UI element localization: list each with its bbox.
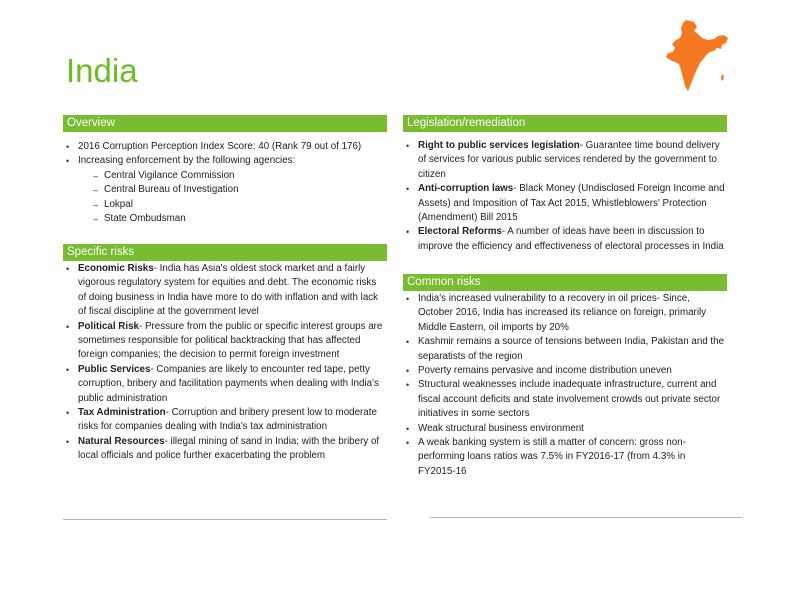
divider xyxy=(63,519,387,520)
legislation-label: Right to public services legislation xyxy=(418,140,580,151)
page-title: India xyxy=(66,52,138,89)
overview-list xyxy=(63,140,385,226)
list-item: • Structural weaknesses include inadequate infrastructure, current and fiscal account deficits and state involvement crowds out private sector initiatives in some sectors xyxy=(403,378,725,421)
list-item: • Weak structural business environment xyxy=(403,422,725,436)
list-item: • India's increased vulnerability to a recovery in oil prices- Since, October 2016, India has increased its reliance on foreign, primarily Middle Eastern, oil imports by 20% xyxy=(403,292,725,335)
risk-text: - Corruption and bribery present low to moderate risks for companies dealing with India's tax administration xyxy=(78,407,377,433)
agency-item: – State Ombudsman xyxy=(78,212,385,226)
india-map-icon xyxy=(664,18,730,94)
legislation-text: - Black Money (Undisclosed Foreign Income and Assets) and Imposition of Tax Act 2015, Whistleblowers' Protection (Amendment) Bill 2015 xyxy=(418,183,725,224)
list-item-text: Increasing enforcement by the following agencies: xyxy=(78,155,296,167)
island-shape xyxy=(721,74,724,81)
agency-item: – Lokpal xyxy=(78,198,385,212)
legislation-label: Electoral Reforms xyxy=(418,226,502,238)
list-item xyxy=(63,320,385,363)
risk-label: Political Risk xyxy=(78,320,139,332)
risk-label: Economic Risks xyxy=(78,263,154,274)
risk-label: Public Services xyxy=(78,363,151,375)
agency-item: – Central Vigilance Commission xyxy=(78,169,385,183)
risk-text: - Pressure from the public or specific interest groups are sometimes responsible for political backtracking that has affected foreign companies; the decision to permit foreign investment xyxy=(78,320,383,361)
list-item: • A weak banking system is still a matter of concern: gross non-performing loans ratios was 7.5% in FY2016-17 (from 4.3% in FY2015-16 xyxy=(403,436,725,479)
legislation-heading: Legislation/remediation xyxy=(403,115,727,132)
risk-text: - illegal mining of sand in India; with the bribery of local officials and police further exacerbating the problem xyxy=(78,435,380,462)
specific-risks-heading: Specific risks xyxy=(63,244,387,261)
risk-text: - India has Asia's oldest stock market and a fairly vigorous regulatory system for equities and debt. The economic risks of doing business in India have more to do with inflation and with lack of fiscal discipline at the government level xyxy=(78,263,379,318)
list-item xyxy=(63,262,385,320)
india-map-shape xyxy=(666,20,728,91)
list-item: • 2016 Corruption Perception Index Score: 40 (Rank 79 out of 176) xyxy=(63,140,385,154)
agency-item: – Central Bureau of Investigation xyxy=(78,183,385,197)
list-item: • Poverty remains pervasive and income distribution uneven xyxy=(403,364,725,378)
legislation-list xyxy=(403,139,725,254)
legislation-label: Anti-corruption laws xyxy=(418,183,514,195)
overview-heading: Overview xyxy=(63,115,387,132)
common-risks-heading: Common risks xyxy=(403,274,727,291)
legislation-text: - Guarantee time bound delivery of services for various public services rendered by the government to citizen xyxy=(418,140,720,180)
common-risks-list xyxy=(403,292,725,479)
risk-label: Tax Administration xyxy=(78,407,166,419)
legislation-text: - A number of ideas have been in discussion to improve the efficiency and effectiveness of electoral processes in India xyxy=(418,226,724,252)
risk-label: Natural Resources xyxy=(78,435,165,447)
list-item xyxy=(403,139,725,182)
list-item xyxy=(403,182,725,225)
divider xyxy=(430,517,742,518)
risk-text: - Companies are likely to encounter red tape, petty corruption, bribery and facilitation payments when dealing with India's public administration xyxy=(78,363,379,404)
agency-list xyxy=(78,169,385,227)
list-item xyxy=(63,435,385,464)
list-item: • Kashmir remains a source of tensions between India, Pakistan and the separatists of the region xyxy=(403,335,725,364)
list-item xyxy=(63,154,385,226)
list-item xyxy=(63,406,385,435)
list-item xyxy=(403,225,725,254)
specific-risks-list xyxy=(63,262,385,464)
list-item xyxy=(63,363,385,406)
